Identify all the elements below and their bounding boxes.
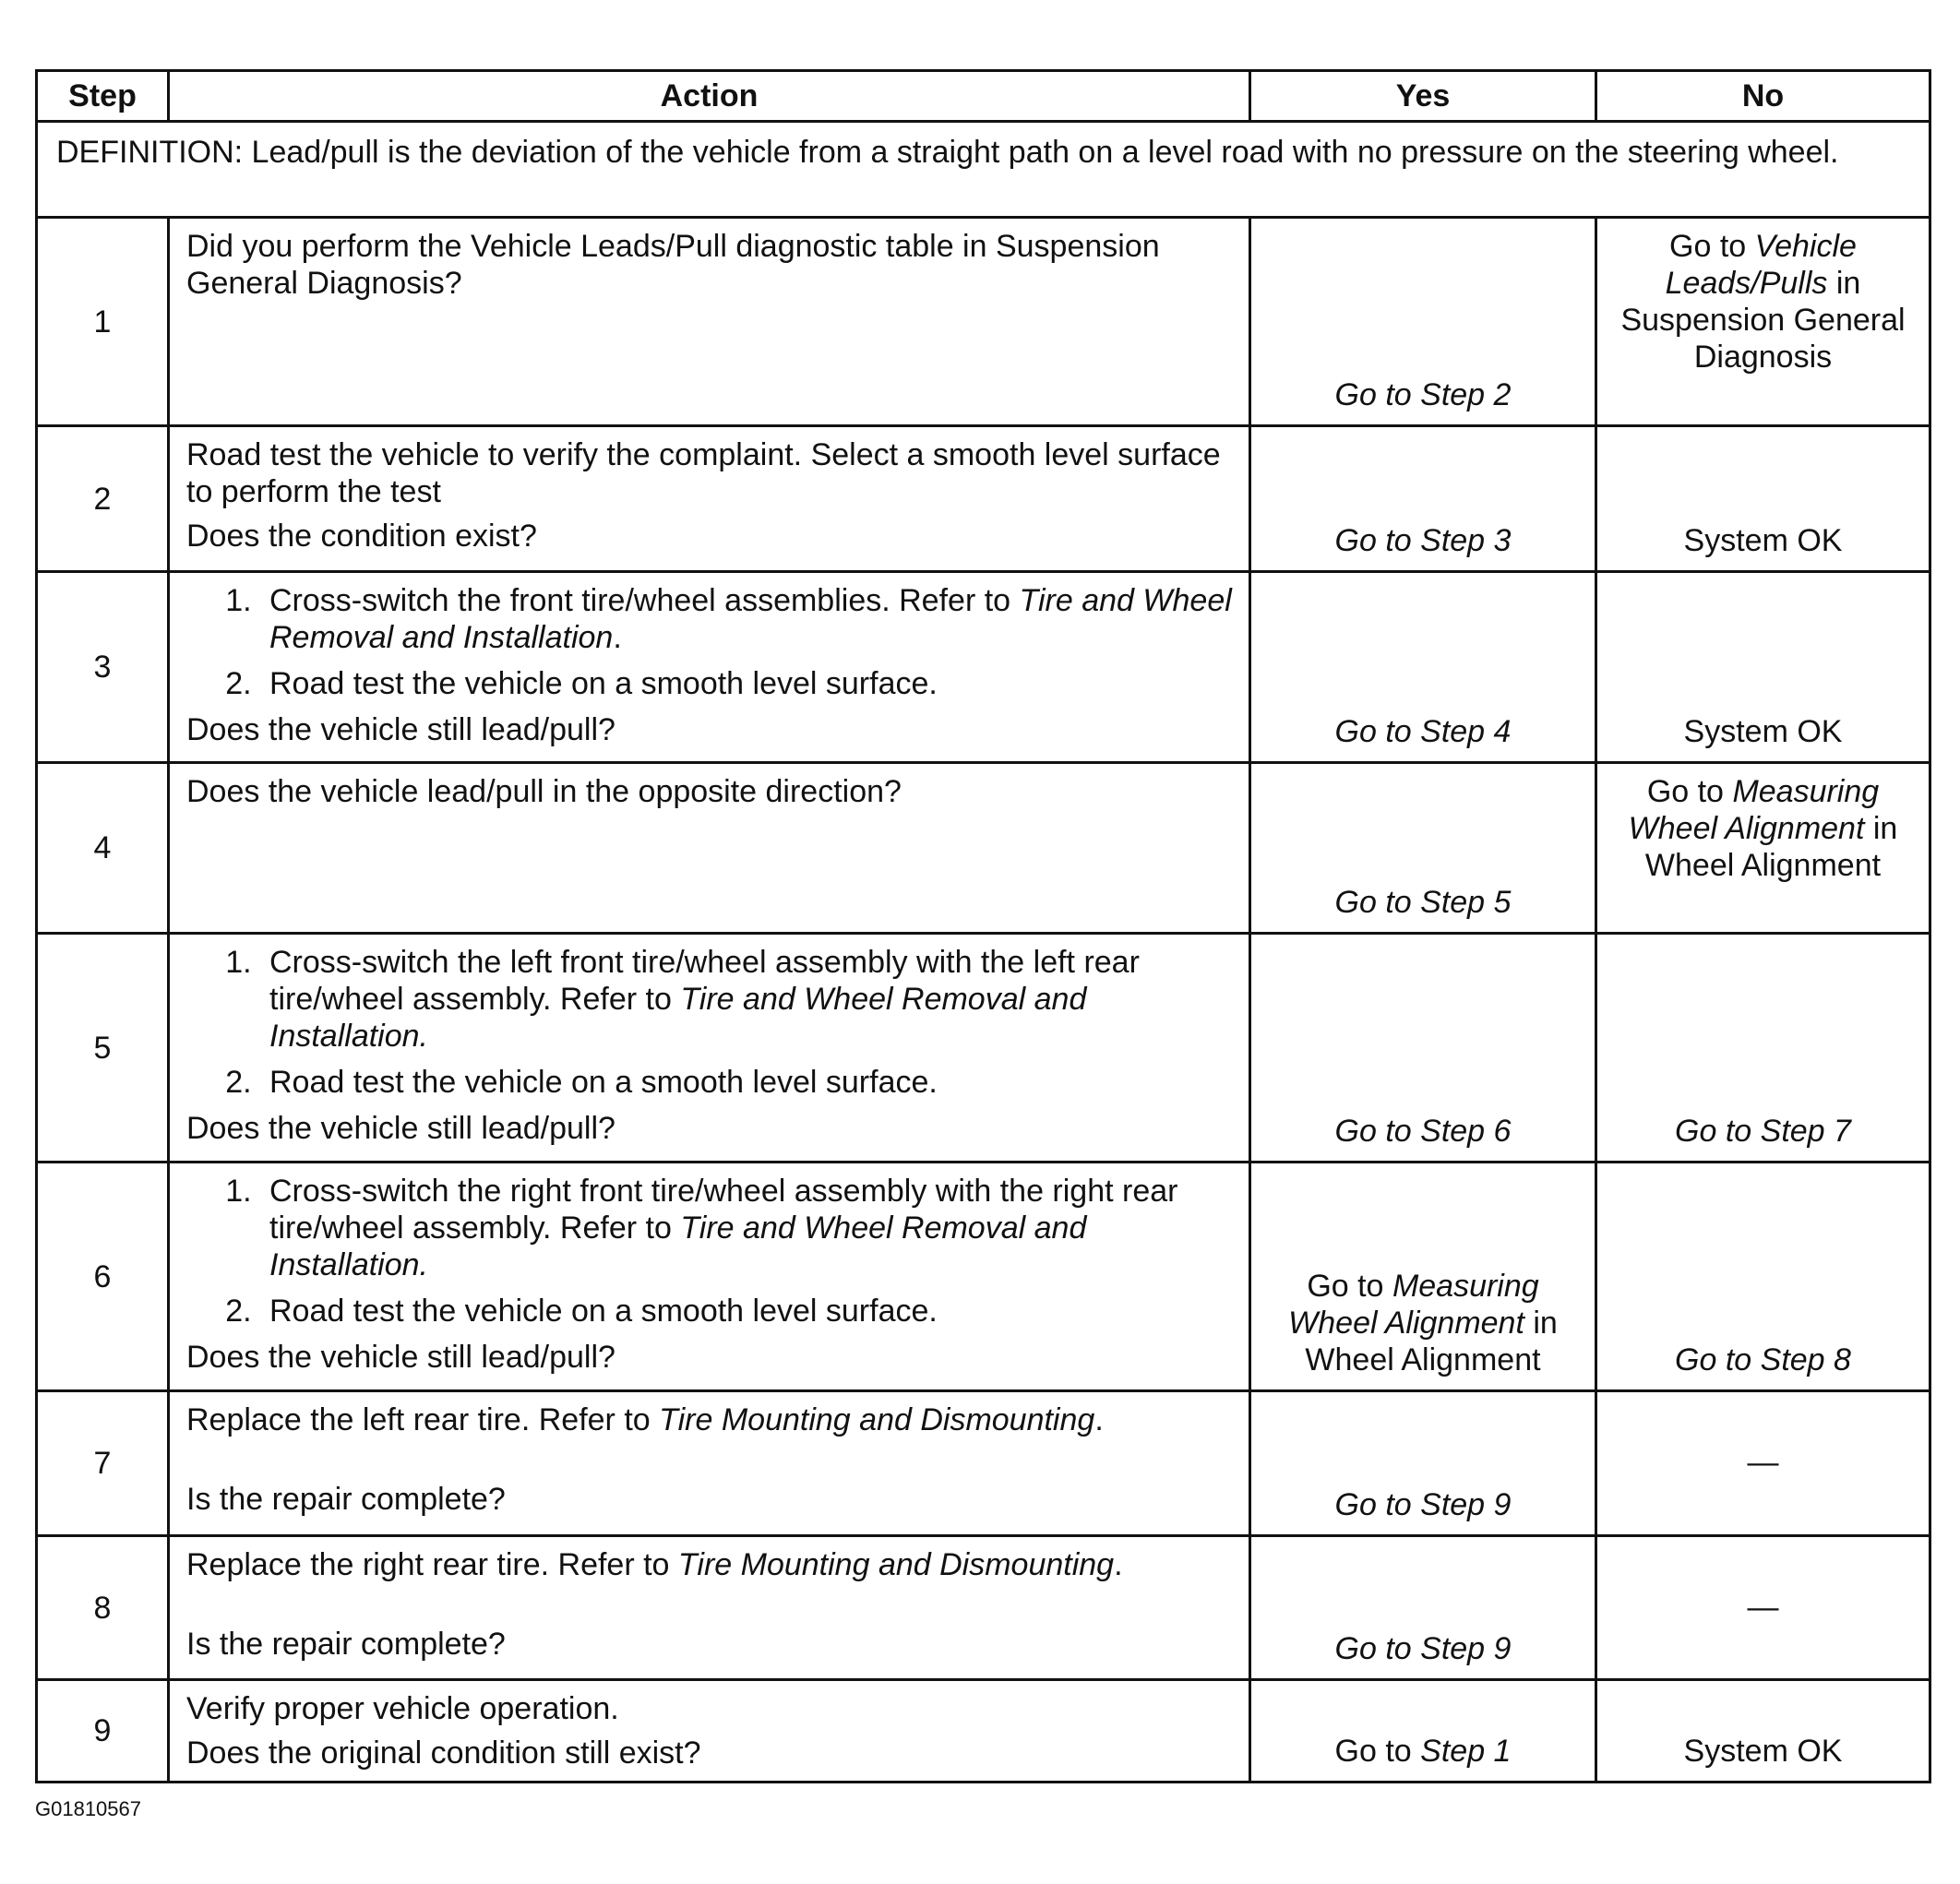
yes-cell [1250,934,1596,1163]
action-text [186,1546,1232,1583]
procedure-link[interactable]: Tire and Wheel Removal and Installation. [269,1210,1087,1282]
table-row [37,1680,1930,1783]
substep-item [260,582,1232,656]
no-cell [1596,934,1930,1163]
action-question: Does the original condition still exist? [186,1735,701,1771]
substep-list [186,1173,1232,1330]
yes-link[interactable]: Measuring Wheel Alignment [1288,1269,1539,1341]
no-link[interactable]: Go to Step 8 [1675,1342,1851,1377]
yes-cell [1250,1680,1596,1783]
action-question: Is the repair complete? [186,1627,506,1662]
no-link[interactable]: Measuring Wheel Alignment [1628,774,1880,846]
yes-link[interactable]: Go to Step 4 [1334,714,1512,749]
no-cell: System OK [1596,1680,1930,1783]
yes-link[interactable]: Go to Step 2 [1334,377,1512,412]
yes-cell [1250,1536,1596,1680]
no-prefix: Go to [1646,774,1724,809]
no-link[interactable]: Vehicle Leads/Pulls [1665,229,1857,301]
yes-cell [1250,572,1596,763]
table-row [37,426,1930,572]
table-row [37,1536,1930,1680]
substep-list [186,944,1232,1101]
substep-text: Cross-switch the right front tire/wheel assembly with the right rear tire/wheel assembly. Refer to [269,1174,1178,1246]
action-plain: Replace the left rear tire. Refer to [186,1402,651,1437]
action-question: Does the condition exist? [186,519,537,554]
step-number: 5 [37,934,169,1163]
no-cell [1596,1163,1930,1391]
no-suffix: in Suspension General Diagnosis [1620,266,1906,375]
procedure-link[interactable]: Tire and Wheel Removal and Installation [269,583,1232,655]
no-cell [1596,218,1930,426]
action-plain: Replace the right rear tire. Refer to [186,1547,670,1582]
no-prefix: Go to [1669,229,1747,264]
no-cell [1596,763,1930,934]
action-cell [169,1536,1250,1680]
definition-text: DEFINITION: Lead/pull is the deviation of the vehicle from a straight path on a level road with no pressure on the steering wheel. [37,122,1930,218]
step-number: 2 [37,426,169,572]
substep-item: 2. Road test the vehicle on a smooth level surface. [260,1293,1232,1330]
action-end: . [1094,1402,1104,1437]
yes-link[interactable]: Step 1 [1420,1734,1512,1769]
table-row [37,934,1930,1163]
procedure-link[interactable]: Tire Mounting and Dismounting [677,1547,1115,1582]
no-cell: System OK [1596,426,1930,572]
no-suffix: in Wheel Alignment [1644,811,1898,883]
action-cell [169,1680,1250,1783]
substep-text: Cross-switch the front tire/wheel assemblies. Refer to [269,583,1011,618]
no-link[interactable]: Go to Step 7 [1675,1114,1851,1149]
action-end: . [1114,1547,1123,1582]
substep-item [260,944,1232,1055]
action-cell [169,1391,1250,1536]
header-yes: Yes [1250,71,1596,122]
action-cell: Does the vehicle lead/pull in the opposite direction? [169,763,1250,934]
diagnostic-table [35,69,1931,1783]
action-cell [169,1163,1250,1391]
yes-cell [1250,218,1596,426]
no-cell: — [1596,1391,1930,1536]
procedure-link[interactable]: Tire Mounting and Dismounting [659,1402,1095,1437]
yes-link[interactable]: Go to Step 9 [1334,1487,1512,1522]
header-step: Step [37,71,169,122]
step-number: 4 [37,763,169,934]
step-number: 9 [37,1680,169,1783]
action-text: Verify proper vehicle operation. [186,1691,619,1726]
yes-prefix: Go to [1334,1734,1412,1769]
figure-id: G01810567 [35,1797,141,1820]
action-question: Does the vehicle still lead/pull? [186,1111,615,1146]
step-number: 1 [37,218,169,426]
action-question: Does the vehicle still lead/pull? [186,1340,615,1375]
step-number: 6 [37,1163,169,1391]
step-number: 8 [37,1536,169,1680]
definition-row [37,122,1930,218]
yes-suffix: in Wheel Alignment [1305,1306,1558,1377]
table-row [37,1391,1930,1536]
table-row [37,218,1930,426]
action-text [186,1401,1232,1438]
substep-text: Cross-switch the left front tire/wheel assembly with the left rear tire/wheel assembly. Refer to [269,945,1140,1017]
action-text: Road test the vehicle to verify the complaint. Select a smooth level surface to perform the test [186,437,1221,509]
table-row [37,763,1930,934]
yes-link[interactable]: Go to Step 9 [1334,1631,1512,1666]
yes-cell [1250,426,1596,572]
yes-cell [1250,1163,1596,1391]
action-question: Does the vehicle still lead/pull? [186,712,615,747]
header-row [37,71,1930,122]
yes-link[interactable]: Go to Step 6 [1334,1114,1512,1149]
substep-item: 2. Road test the vehicle on a smooth level surface. [260,665,1232,702]
table-row [37,1163,1930,1391]
step-number: 3 [37,572,169,763]
step-number: 7 [37,1391,169,1536]
substep-end: . [613,620,622,655]
no-cell: — [1596,1536,1930,1680]
substep-item: 2. Road test the vehicle on a smooth level surface. [260,1064,1232,1101]
action-cell [169,934,1250,1163]
action-cell [169,426,1250,572]
action-cell [169,572,1250,763]
action-question: Is the repair complete? [186,1482,506,1517]
procedure-link[interactable]: Tire and Wheel Removal and Installation. [269,982,1087,1054]
substep-item [260,1173,1232,1283]
header-no: No [1596,71,1930,122]
action-cell: Did you perform the Vehicle Leads/Pull diagnostic table in Suspension General Diagnosis? [169,218,1250,426]
table-row [37,572,1930,763]
substep-list [186,582,1232,702]
yes-prefix: Go to [1307,1269,1384,1304]
yes-link[interactable]: Go to Step 3 [1334,523,1512,558]
no-cell: System OK [1596,572,1930,763]
yes-cell [1250,1391,1596,1536]
yes-link[interactable]: Go to Step 5 [1334,885,1512,920]
header-action: Action [169,71,1250,122]
yes-cell [1250,763,1596,934]
